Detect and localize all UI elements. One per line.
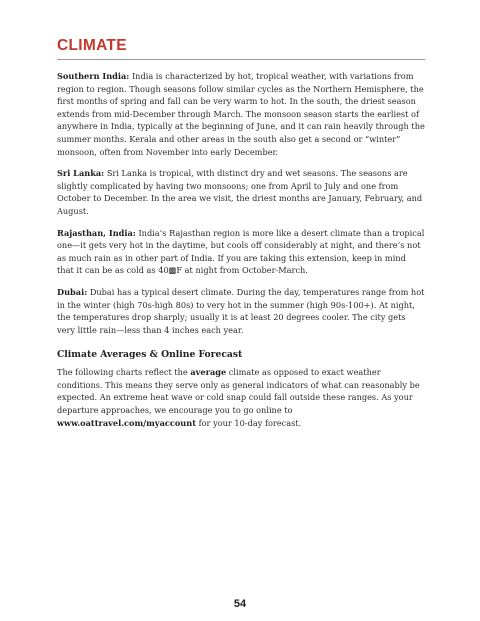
forecast-text-middle: climate as opposed to exact weather conditions. This means they serve only as general indicators of what can reasonably be expected. An extreme heat wave or cold snap could fall outside these ranges. As your departure approaches, we encourage you to go online to: [57, 367, 420, 416]
page-number: 54: [233, 598, 247, 610]
forecast-heading: Climate Averages & Online Forecast: [57, 349, 243, 361]
region-name: Rajasthan, India:: [57, 227, 136, 238]
region-text: India is characterized by hot, tropical weather, with variations from region to region. Though seasons follow similar cycles as the Northern Hemisphere, the first months of spring and fall can be very warm to hot. In the south, the driest season extends from mid-December through March. The monsoon season starts the earliest of anywhere in India, typically at the beginning of June, and it can rain heavily through the summer months. Kerala and other areas in the south also get a second or “winter” monsoon, often from November into early December.: [57, 71, 425, 157]
region-name: Dubai:: [57, 286, 88, 297]
forecast-paragraph: [57, 366, 425, 429]
region-text: India’s Rajasthan region is more like a desert climate than a tropical one—it gets very hot in the daytime, but cools off considerably at night, and there’s not as much rain as in other part of India. If you are taking this extension, keep in mind that it can be as cold as 40▩F at night from October-March.: [57, 227, 425, 276]
region-paragraph-dubai: [57, 286, 425, 336]
region-paragraph-southern-india: [57, 70, 425, 158]
region-text: Dubai has a typical desert climate. During the day, temperatures range from hot in the winter (high 70s-high 80s) to very hot in the summer (high 90s-100+). At night, the temperatures drop sharply; usually it is at least 20 degrees cooler. The city gets very little rain—less than 4 inches each year.: [57, 286, 425, 335]
heading-divider: [57, 59, 425, 60]
section-heading: CLIMATE: [57, 37, 127, 54]
region-paragraph-rajasthan: [57, 227, 425, 277]
region-name: Sri Lanka:: [57, 168, 105, 179]
climate-page: [57, 36, 425, 438]
forecast-text-before: The following charts reflect the: [57, 367, 191, 378]
forecast-url-link[interactable]: www.oattravel.com/myaccount: [57, 417, 196, 428]
region-text: Sri Lanka is tropical, with distinct dry and wet seasons. The seasons are slightly complicated by having two monsoons; one from April to July and one from October to December. In the area we visit, the driest months are January, February, and August.: [57, 168, 423, 216]
forecast-emphasis: average: [190, 367, 227, 378]
forecast-text-after: for your 10-day forecast.: [196, 417, 302, 428]
region-name: Southern India:: [57, 71, 130, 81]
region-paragraph-sri-lanka: [57, 167, 425, 217]
